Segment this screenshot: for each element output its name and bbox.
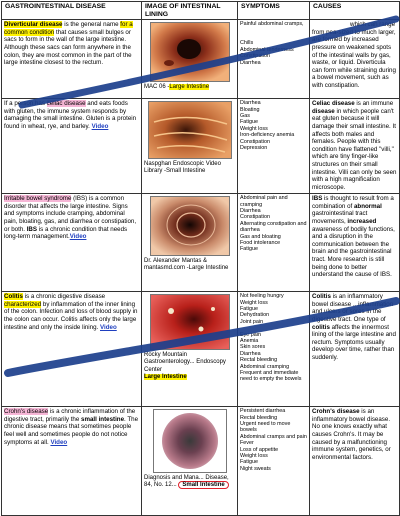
symptoms-cell: Diarrhea Bloating Gas Fatigue Weight loss Iron-deficiency anemia Constipation Depression (238, 99, 310, 194)
disease-description: If a person has celiac disease and eats foods with gluten, the immune system responds by damaging the small intestine. Gluten is a protein found in wheat, rye, and barley. Video (2, 99, 142, 194)
intestine-image (150, 196, 230, 256)
lining-image-cell: MAC 06 -Large Intestine (142, 20, 238, 99)
disease-table (1, 1, 400, 516)
causes-cell: which can range from pea-sized to much larger, are formed by increased pressure on weakened spots of the intestinal walls by gas, waste, or liquid. Diverticula can form while straining during a bowel movement, such as with constipation. (310, 20, 400, 99)
lining-image-cell: Naspghan Endoscopic Video Library -Small Intestine (142, 99, 238, 194)
intestine-image (153, 409, 227, 473)
disease-name: celiac disease (46, 100, 86, 108)
intestine-image (150, 294, 230, 350)
disease-name: Diverticular disease (4, 21, 63, 29)
causes-cell: IBS is thought to result from a combination of abnormal gastrointestinal tract movements, increased awareness of bodily functions, and a disruption in the communication between the brain and the gastrointestinal tract. More research is still being done to better understand the cause of IBS. (310, 194, 400, 292)
causes-cell: Celiac disease is an immune disease in which people can't eat gluten because it will damage their small intestine. It affects both males and females. People with this condition have flattened "villi," which are tiny finger-like structures on their small intestine. Villi can only be seen with a high magnification microscope. (310, 99, 400, 194)
table-row (2, 407, 400, 516)
header-row (2, 2, 400, 20)
disease-description: Crohn's disease is a chronic inflammation of the digestive tract, primarily the small intestine. The chronic disease means that sometimes people feel well and sometimes people do not notice symptoms at all. Video (2, 407, 142, 516)
table-row (2, 292, 400, 407)
lining-image-cell: Rocky Mountain Gastroenterology... Endoscopy Center Large Intestine (142, 292, 238, 407)
symptoms-cell: Not feeling hungry Weight loss Fatigue Dehydration Joint pain Eye pain Anemia Skin sores Diarrhea Rectal bleeding Abdominal cramping Frequent and immediate need to empty the bowels (238, 292, 310, 407)
symptoms-cell: Painful abdominal cramps, Chills Abdominal tenderness Constipation Diarrhea (238, 20, 310, 99)
disease-description: Irritable bowel syndrome (IBS) is a common disorder that affects the large intestine. Signs and symptoms include cramping, abdominal pain, bloating, gas, and diarrhea or constipation, or both. IBS is a chronic condition that needs long-term management.Video (2, 194, 142, 292)
disease-name: Crohn's disease (4, 408, 49, 416)
video-link[interactable]: Video (91, 122, 109, 130)
header-symptoms: SYMPTOMS (238, 2, 310, 20)
header-disease: GASTROINTESTINAL DISEASE (2, 2, 142, 20)
disease-description: Diverticular disease is the general name for a common condition that causes small bulges or sacs to form in the wall of the large intestine. Although these sacs can form anywhere in the colon, they are most common in the part of the large intestine closest to the rectum. (2, 20, 142, 99)
header-causes: CAUSES (310, 2, 400, 20)
disease-description: Colitis is a chronic digestive disease characterized by inflammation of the inner lining of the colon. Infection and loss of blood supply in the colon can occur. Colitis affects only the large intestine and only the inside lining. Video (2, 292, 142, 407)
intestine-image (150, 22, 230, 82)
lining-image-cell: Dr. Alexander Mantas & mantasmd.com -Large Intestine (142, 194, 238, 292)
causes-cell: Crohn's disease is an inflammatory bowel disease. No one knows exactly what causes Crohn's. It may be caused by a malfunctioning immune system, genetics, or environmental factors. (310, 407, 400, 516)
lining-image-cell: Diagnosis and Mana... Disease, 84, No. 12... Small Intestine (142, 407, 238, 516)
disease-name: Irritable bowel syndrome (4, 195, 72, 203)
header-image: IMAGE OF INTESTINAL LINING (142, 2, 238, 20)
intestine-image (148, 101, 232, 159)
video-link[interactable]: Video (69, 233, 87, 241)
table-row (2, 99, 400, 194)
table-row (2, 194, 400, 292)
table-row (2, 20, 400, 99)
circled-label: Small Intestine (178, 481, 228, 489)
causes-cell: Colitis is an inflammatory bowel disease ...inflammation and ulcers or sores in the digestive tract. One type of colitis affects the innermost lining of the large intestine and rectum. Symptoms usually develop over time, rather than suddenly. (310, 292, 400, 407)
video-link[interactable]: Video (100, 323, 117, 331)
video-link[interactable]: Video (50, 438, 68, 446)
symptoms-cell: Persistent diarrhea Rectal bleeding Urgent need to move bowels Abdominal cramps and pain Fever Loss of appetite Weight loss Fatigue Night sweats (238, 407, 310, 516)
symptoms-cell: Abdominal pain and cramping Diarrhea Constipation Alternating constipation and diarrhea Gas and bloating Food intolerance Fatigue (238, 194, 310, 292)
disease-name: Colitis (4, 293, 23, 301)
